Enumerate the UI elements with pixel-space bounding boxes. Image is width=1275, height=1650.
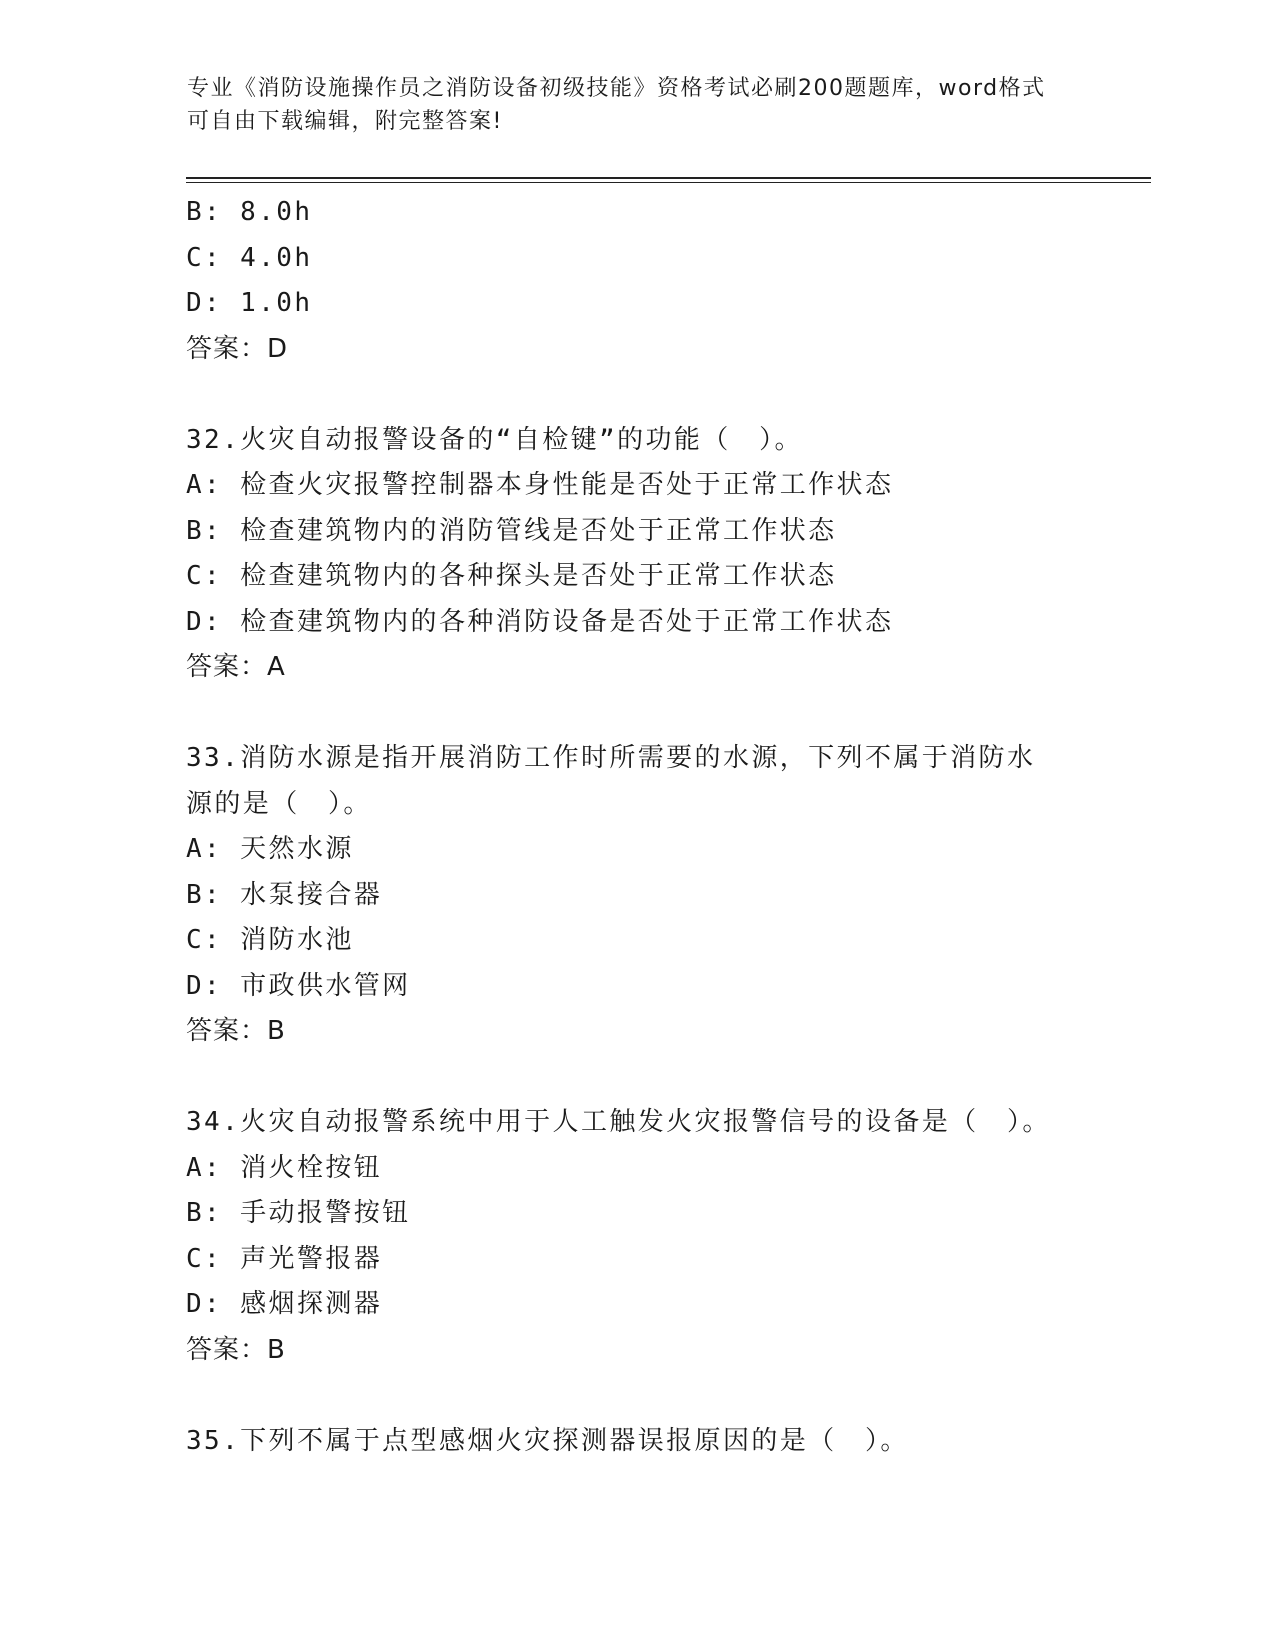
answer: 答案：D [186, 333, 289, 364]
option-c: C: 4.0h [186, 242, 313, 273]
option-d: D: 市政供水管网 [186, 970, 411, 1001]
option-d: D: 感烟探测器 [186, 1289, 383, 1319]
option-b: B: 手动报警按钮 [186, 1198, 411, 1228]
option-a: A: 天然水源 [186, 834, 354, 864]
option-b: B: 水泵接合器 [186, 879, 383, 910]
answer: 答案：B [186, 1334, 286, 1365]
option-b: B: 8.0h [186, 197, 313, 227]
prev-question [186, 190, 1126, 372]
question-35 [186, 1419, 1126, 1465]
answer: 答案：B [186, 1016, 286, 1046]
option-b: B: 检查建筑物内的消防管线是否处于正常工作状态 [186, 515, 837, 546]
header-divider [186, 177, 1151, 183]
question-stem: 34.火灾自动报警系统中用于人工触发火灾报警信号的设备是（ ）。 [186, 1107, 1051, 1137]
question-32 [186, 418, 1126, 691]
document-header: 专业《消防设施操作员之消防设备初级技能》资格考试必刷200题题库，word格式可自由下载编辑，附完整答案! [187, 76, 1046, 134]
option-a: A: 消火栓按钮 [186, 1152, 383, 1183]
question-33 [186, 736, 1126, 1055]
answer: 答案：A [186, 652, 286, 682]
question-stem: 33.消防水源是指开展消防工作时所需要的水源，下列不属于消防水源的是（ ）。 [186, 743, 1036, 819]
question-stem: 35.下列不属于点型感烟火灾探测器误报原因的是（ ）。 [186, 1425, 909, 1456]
option-a: A: 检查火灾报警控制器本身性能是否处于正常工作状态 [186, 470, 894, 500]
question-34 [186, 1100, 1126, 1373]
option-d: D: 1.0h [186, 288, 313, 318]
question-stem: 32.火灾自动报警设备的“自检键”的功能（ ）。 [186, 424, 803, 455]
option-c: C: 声光警报器 [186, 1243, 383, 1274]
option-c: C: 检查建筑物内的各种探头是否处于正常工作状态 [186, 561, 837, 591]
option-d: D: 检查建筑物内的各种消防设备是否处于正常工作状态 [186, 606, 894, 637]
question-list [186, 190, 1126, 1464]
option-c: C: 消防水池 [186, 925, 354, 955]
